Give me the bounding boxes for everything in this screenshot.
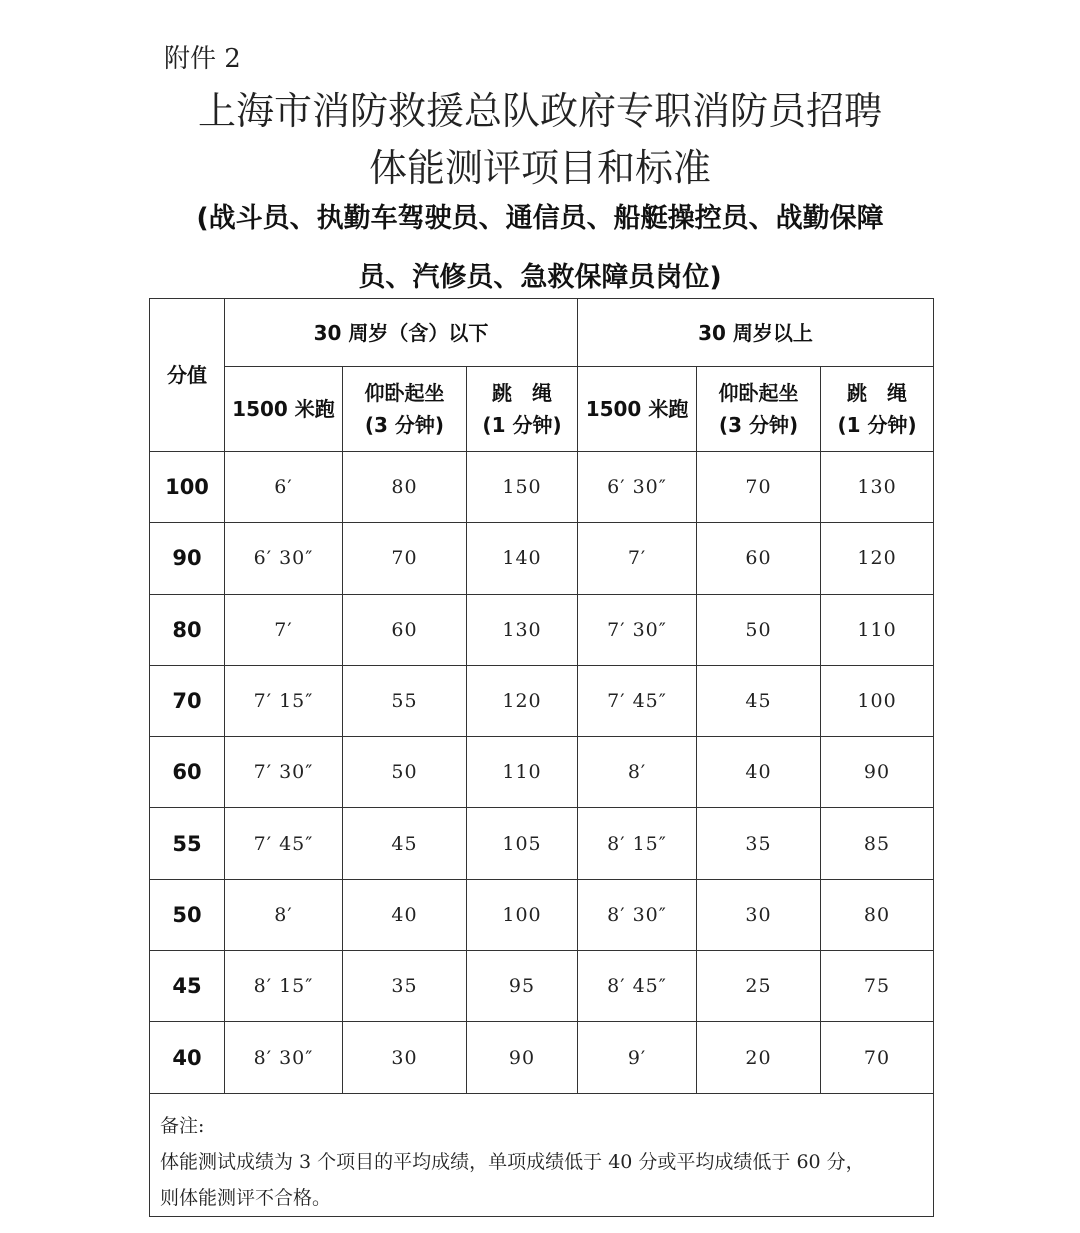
under30-run-cell: 7′ 30″ <box>225 737 343 808</box>
over30-situp-cell: 30 <box>697 879 821 950</box>
over30-run-cell: 7′ <box>578 523 697 594</box>
notes-line1: 体能测试成绩为 3 个项目的平均成绩，单项成绩低于 40 分或平均成绩低于 60 分， <box>160 1150 865 1173</box>
score-cell: 55 <box>150 808 225 879</box>
under30-situp-cell: 45 <box>343 808 467 879</box>
under30-run-header: 1500 米跑 <box>225 367 343 452</box>
over30-run-cell: 7′ 45″ <box>578 665 697 736</box>
under30-run-cell: 8′ 30″ <box>225 1022 343 1093</box>
over30-run-cell: 9′ <box>578 1022 697 1093</box>
group-header-over30: 30 周岁以上 <box>578 299 934 367</box>
group-header-under30: 30 周岁（含）以下 <box>225 299 578 367</box>
table-row <box>150 452 934 523</box>
under30-situp-cell: 35 <box>343 951 467 1022</box>
over30-rope-cell: 75 <box>821 951 934 1022</box>
page-title-line2: 体能测评项目和标准 <box>368 146 711 190</box>
under30-rope-header: 跳 绳 (1 分钟) <box>467 367 578 452</box>
under30-run-cell: 8′ 15″ <box>225 951 343 1022</box>
over30-rope-cell: 130 <box>821 452 934 523</box>
over30-situp-cell: 50 <box>697 594 821 665</box>
over30-situp-cell: 25 <box>697 951 821 1022</box>
table-row <box>150 951 934 1022</box>
over30-rope-cell: 80 <box>821 879 934 950</box>
under30-run-cell: 6′ <box>225 452 343 523</box>
over30-situp-cell: 60 <box>697 523 821 594</box>
over30-run-cell: 8′ 30″ <box>578 879 697 950</box>
under30-run-cell: 7′ 15″ <box>225 665 343 736</box>
over30-run-cell: 7′ 30″ <box>578 594 697 665</box>
under30-rope-cell: 105 <box>467 808 578 879</box>
fitness-standards-table <box>149 298 934 1217</box>
under30-run-cell: 8′ <box>225 879 343 950</box>
notes-cell <box>150 1093 934 1216</box>
score-cell: 90 <box>150 523 225 594</box>
under30-rope-cell: 140 <box>467 523 578 594</box>
under30-situp-cell: 50 <box>343 737 467 808</box>
score-cell: 60 <box>150 737 225 808</box>
notes-row <box>150 1093 934 1216</box>
score-column-header: 分值 <box>150 299 225 452</box>
score-cell: 50 <box>150 879 225 950</box>
under30-rope-cell: 110 <box>467 737 578 808</box>
over30-situp-cell: 40 <box>697 737 821 808</box>
under30-situp-cell: 40 <box>343 879 467 950</box>
table-header-row-items <box>150 367 934 452</box>
over30-situp-cell: 70 <box>697 452 821 523</box>
table-row <box>150 665 934 736</box>
under30-rope-cell: 120 <box>467 665 578 736</box>
under30-rope-cell: 100 <box>467 879 578 950</box>
score-cell: 70 <box>150 665 225 736</box>
over30-situp-cell: 20 <box>697 1022 821 1093</box>
over30-run-cell: 6′ 30″ <box>578 452 697 523</box>
table-row <box>150 594 934 665</box>
positions-subtitle-line1: (战斗员、执勤车驾驶员、通信员、船艇操控员、战勤保障 <box>196 203 884 234</box>
table-row <box>150 1022 934 1093</box>
over30-rope-cell: 120 <box>821 523 934 594</box>
score-cell: 40 <box>150 1022 225 1093</box>
over30-situp-cell: 45 <box>697 665 821 736</box>
over30-situp-header: 仰卧起坐 (3 分钟) <box>697 367 821 452</box>
under30-rope-cell: 150 <box>467 452 578 523</box>
under30-run-cell: 7′ <box>225 594 343 665</box>
under30-situp-header: 仰卧起坐 (3 分钟) <box>343 367 467 452</box>
over30-rope-header: 跳 绳 (1 分钟) <box>821 367 934 452</box>
over30-rope-cell: 110 <box>821 594 934 665</box>
over30-situp-cell: 35 <box>697 808 821 879</box>
under30-situp-cell: 60 <box>343 594 467 665</box>
over30-run-header: 1500 米跑 <box>578 367 697 452</box>
under30-situp-cell: 70 <box>343 523 467 594</box>
over30-rope-cell: 90 <box>821 737 934 808</box>
score-cell: 45 <box>150 951 225 1022</box>
notes-label: 备注: <box>160 1114 205 1137</box>
table-header-row-groups <box>150 299 934 367</box>
over30-rope-cell: 70 <box>821 1022 934 1093</box>
under30-situp-cell: 55 <box>343 665 467 736</box>
over30-rope-cell: 100 <box>821 665 934 736</box>
under30-run-cell: 6′ 30″ <box>225 523 343 594</box>
table-row <box>150 808 934 879</box>
over30-run-cell: 8′ 15″ <box>578 808 697 879</box>
over30-rope-cell: 85 <box>821 808 934 879</box>
score-cell: 100 <box>150 452 225 523</box>
under30-situp-cell: 80 <box>343 452 467 523</box>
under30-situp-cell: 30 <box>343 1022 467 1093</box>
score-cell: 80 <box>150 594 225 665</box>
positions-subtitle-line2: 员、汽修员、急救保障员岗位) <box>358 262 722 293</box>
table-row <box>150 523 934 594</box>
notes-line2: 则体能测评不合格。 <box>160 1186 332 1209</box>
table-row <box>150 737 934 808</box>
under30-run-cell: 7′ 45″ <box>225 808 343 879</box>
attachment-label: 附件 2 <box>164 44 241 74</box>
under30-rope-cell: 95 <box>467 951 578 1022</box>
under30-rope-cell: 130 <box>467 594 578 665</box>
page-title-line1: 上海市消防救援总队政府专职消防员招聘 <box>197 89 882 133</box>
table-row <box>150 879 934 950</box>
under30-rope-cell: 90 <box>467 1022 578 1093</box>
over30-run-cell: 8′ <box>578 737 697 808</box>
over30-run-cell: 8′ 45″ <box>578 951 697 1022</box>
